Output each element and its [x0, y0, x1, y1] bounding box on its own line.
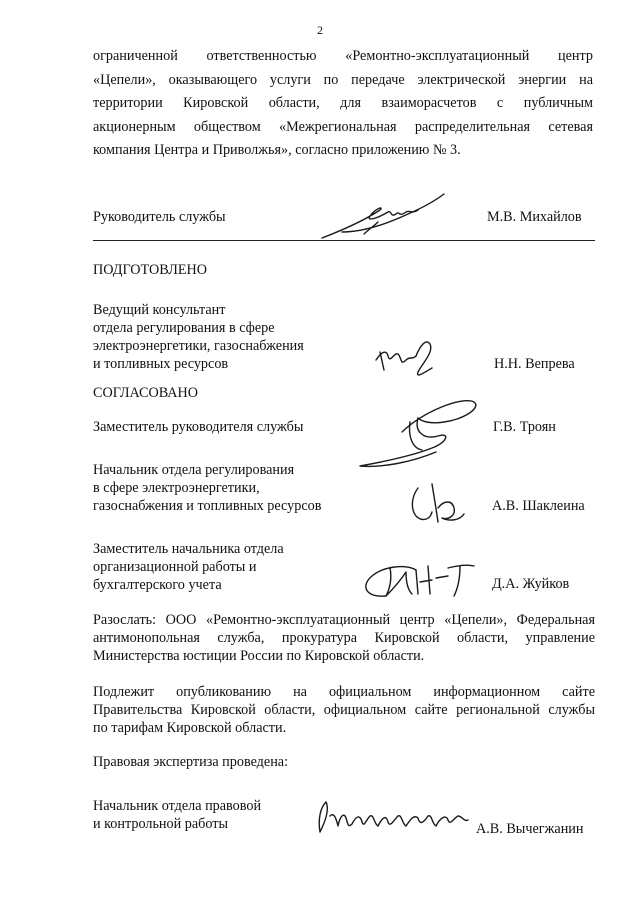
- signer-role: [93, 461, 321, 515]
- distribution-paragraph: [93, 611, 595, 665]
- head-role: Руководитель службы: [93, 209, 226, 225]
- role-line: организационной работы и: [93, 559, 257, 575]
- role-line: и топливных ресурсов: [93, 356, 229, 372]
- publication-line: Правительства Кировской области, официальном сайте региональной службы: [93, 702, 595, 718]
- role-line: в сфере электроэнергетики,: [93, 480, 260, 496]
- head-name: М.В. Михайлов: [487, 209, 582, 225]
- page-number: 2: [317, 23, 323, 37]
- signer-name: Д.А. Жуйков: [492, 576, 570, 592]
- publication-paragraph: [93, 683, 595, 737]
- head-signature: [318, 188, 448, 246]
- intro-last-line: компания Центра и Приволжья», согласно приложению № 3.: [93, 142, 461, 158]
- signer-role: [93, 540, 284, 594]
- distribution-last-line: Министерства юстиции России по Кировской области.: [93, 648, 425, 664]
- divider-line: [93, 240, 595, 241]
- legal-note: Правовая экспертиза проведена:: [93, 754, 289, 770]
- prepared-signature: [372, 334, 442, 382]
- distribution-line: Разослать: ООО «Ремонтно-эксплуатационный центр «Цепели», Федеральная: [93, 612, 595, 628]
- prepared-heading: ПОДГОТОВЛЕНО: [93, 262, 207, 278]
- role-line: Заместитель начальника отдела: [93, 541, 284, 557]
- intro-line: ограниченной ответственностью «Ремонтно-эксплуатационный центр: [93, 48, 593, 64]
- intro-line: акционерным обществом «Межрегиональная распределительная сетевая: [93, 118, 593, 135]
- agreed-heading: СОГЛАСОВАНО: [93, 385, 199, 401]
- role-line: газоснабжения и топливных ресурсов: [93, 498, 322, 514]
- role-line: и контрольной работы: [93, 816, 228, 832]
- intro-line: территории Кировской области, для взаиморасчетов с публичным: [93, 95, 593, 111]
- publication-line: Подлежит опубликованию на официальном информационном сайте: [93, 684, 595, 700]
- signer-role: [93, 418, 303, 436]
- role-line: Ведущий консультант: [93, 302, 226, 318]
- signer-name: А.В. Шаклеина: [492, 498, 585, 514]
- distribution-line: антимонопольная служба, прокуратура Кировской области, управление: [93, 630, 595, 646]
- signer-name: Г.В. Троян: [493, 419, 556, 435]
- legal-role: [93, 797, 261, 833]
- intro-paragraph: [93, 45, 593, 163]
- shakleina-signature: [402, 478, 472, 530]
- role-line: отдела регулирования в сфере: [93, 320, 275, 336]
- publication-last-line: по тарифам Кировской области.: [93, 720, 287, 736]
- legal-signature: [308, 796, 478, 840]
- role-line: Заместитель руководителя службы: [93, 419, 304, 435]
- role-line: Начальник отдела регулирования: [93, 462, 295, 478]
- prepared-name: Н.Н. Вепрева: [494, 356, 575, 372]
- role-line: Начальник отдела правовой: [93, 798, 262, 814]
- legal-name: А.В. Вычегжанин: [476, 821, 584, 837]
- prepared-role: [93, 301, 304, 373]
- intro-line: «Цепели», оказывающего услуги по передаче электрической энергии на: [93, 71, 593, 88]
- role-line: электроэнергетики, газоснабжения: [93, 338, 304, 354]
- zhuikov-signature: [356, 556, 480, 606]
- troyan-signature: [352, 392, 482, 474]
- role-line: бухгалтерского учета: [93, 577, 222, 593]
